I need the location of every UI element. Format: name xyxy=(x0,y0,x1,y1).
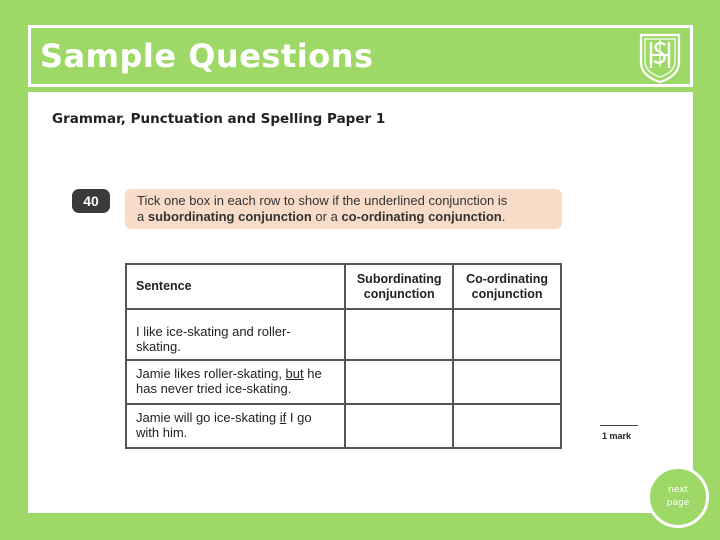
subordinating-tick-box[interactable] xyxy=(345,360,453,404)
table-row xyxy=(126,309,561,360)
header-subordinating-line2: conjunction xyxy=(363,286,435,301)
instruction-text: a xyxy=(137,209,148,224)
instruction-line-2 xyxy=(137,209,550,225)
sentence-text: I go with him. xyxy=(136,410,312,440)
underlined-conjunction: but xyxy=(285,366,304,381)
subordinating-tick-box[interactable] xyxy=(345,404,453,448)
header-coordinating-line2: conjunction xyxy=(471,286,543,301)
sentence-cell xyxy=(126,309,345,360)
header-coordinating xyxy=(453,264,561,309)
title-bar xyxy=(28,25,693,87)
coordinating-tick-box[interactable] xyxy=(453,309,561,360)
coordinating-tick-box[interactable] xyxy=(453,404,561,448)
underlined-conjunction: if xyxy=(279,410,287,425)
instruction-bold-subordinating: subordinating conjunction xyxy=(147,209,312,224)
instruction-bold-coordinating: co-ordinating conjunction xyxy=(341,209,502,224)
page-title: Sample Questions xyxy=(40,37,374,75)
instruction-line-1: Tick one box in each row to show if the underlined conjunction is xyxy=(137,193,508,208)
subordinating-tick-box[interactable] xyxy=(345,309,453,360)
header-sentence: Sentence xyxy=(126,264,345,309)
conjunction-text: and xyxy=(232,324,254,339)
table-header-row xyxy=(126,264,561,309)
content-area xyxy=(28,92,693,513)
next-page-button[interactable] xyxy=(647,466,709,528)
header-subordinating-line1: Subordinating xyxy=(356,271,442,286)
mark-line xyxy=(600,425,638,426)
next-page-label-line1: next xyxy=(668,485,688,495)
answer-table xyxy=(125,263,562,449)
sentence-text: Jamie likes roller-skating, xyxy=(136,366,286,381)
sentence-cell xyxy=(126,404,345,448)
school-crest-icon xyxy=(638,32,682,84)
coordinating-tick-box[interactable] xyxy=(453,360,561,404)
paper-subtitle: Grammar, Punctuation and Spelling Paper 1 xyxy=(52,111,386,127)
header-coordinating-line1: Co-ordinating xyxy=(466,271,549,286)
question-instruction xyxy=(125,189,562,229)
instruction-text: or a xyxy=(311,209,342,224)
sentence-cell xyxy=(126,360,345,404)
mark-allocation: 1 mark xyxy=(602,431,632,441)
instruction-text: . xyxy=(501,209,506,224)
sentence-text: roller-skating. xyxy=(136,324,291,354)
header-subordinating xyxy=(345,264,453,309)
sentence-text: I like ice-skating xyxy=(136,324,233,339)
table-row xyxy=(126,404,561,448)
sentence-text: he has never tried ice-skating. xyxy=(136,366,322,396)
table-row xyxy=(126,360,561,404)
next-page-label-line2: page xyxy=(666,498,690,508)
question-number-badge: 40 xyxy=(72,189,110,213)
sentence-text: Jamie will go ice-skating xyxy=(136,410,280,425)
